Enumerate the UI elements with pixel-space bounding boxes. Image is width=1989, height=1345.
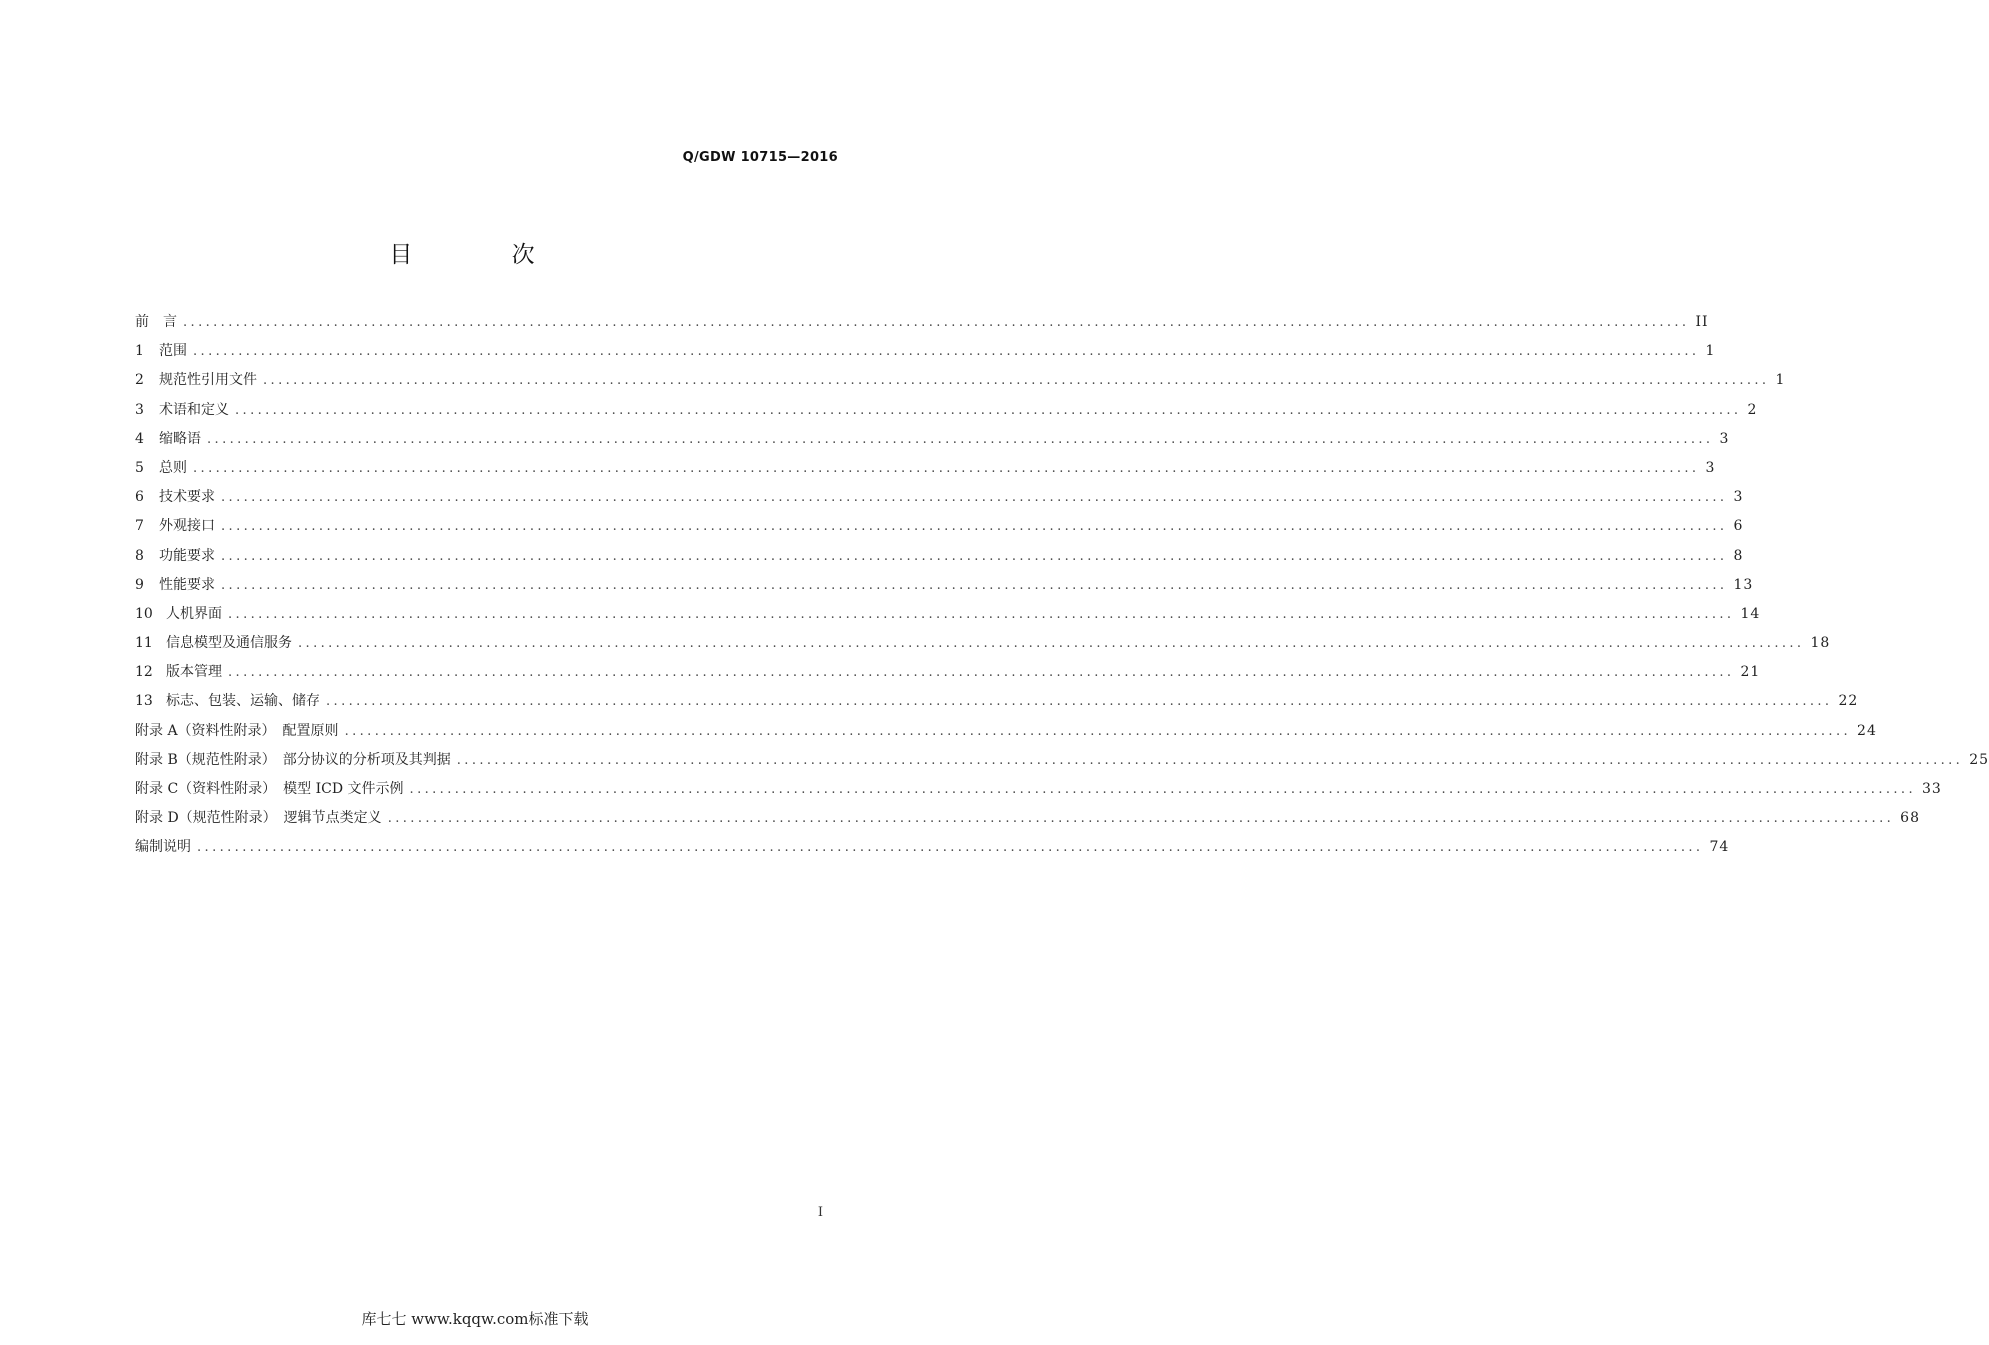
toc-dot-leader: ........................................................................................................................................................................................................ bbox=[263, 373, 1770, 389]
toc-entry-number: 7 bbox=[135, 518, 144, 535]
toc-entry-page: 22 bbox=[1838, 693, 1859, 710]
toc-entry[interactable] bbox=[135, 368, 1786, 397]
toc-entry-label: 前 言 bbox=[135, 314, 177, 330]
toc-entry-label: 缩略语 bbox=[159, 430, 201, 447]
toc-entry[interactable] bbox=[135, 544, 1744, 573]
toc-entry-label: 编制说明 bbox=[135, 839, 191, 856]
toc-dot-leader: ........................................................................................................................................................................................................ bbox=[409, 782, 1916, 797]
toc-dot-leader: ........................................................................................................................................................................................................ bbox=[221, 490, 1728, 506]
toc-entry[interactable] bbox=[135, 310, 1709, 339]
toc-entry[interactable] bbox=[135, 485, 1744, 514]
toc-entry-label: 技术要求 bbox=[159, 489, 215, 506]
toc-dot-leader: ........................................................................................................................................................................................................ bbox=[387, 811, 1895, 827]
toc-entry[interactable] bbox=[135, 748, 1989, 777]
toc-dot-leader: ........................................................................................................................................................................................................ bbox=[228, 665, 1735, 681]
toc-entry-label: 附录 C（资料性附录） 模型 ICD 文件示例 bbox=[135, 781, 404, 797]
toc-entry[interactable] bbox=[135, 573, 1754, 602]
page-number: I bbox=[817, 1205, 823, 1220]
toc-entry-number: 9 bbox=[135, 576, 144, 593]
toc-entry-number: 12 bbox=[135, 664, 153, 681]
toc-dot-leader: ........................................................................................................................................................................................................ bbox=[326, 694, 1833, 710]
toc-entry-page: 74 bbox=[1709, 839, 1730, 856]
toc-entry-label: 标志、包装、运输、储存 bbox=[166, 693, 320, 710]
toc-entry-label: 人机界面 bbox=[166, 605, 222, 622]
toc-entry-page: 14 bbox=[1740, 605, 1761, 622]
toc-entry-label: 规范性引用文件 bbox=[159, 372, 257, 389]
toc-dot-leader: ........................................................................................................................................................................................................ bbox=[344, 723, 1852, 739]
toc-entry-page: 13 bbox=[1733, 576, 1754, 593]
toc-entry-label: 外观接口 bbox=[159, 518, 215, 535]
toc-entry-page: II bbox=[1695, 314, 1709, 330]
footer-watermark-text: 库七七 www.kqqw.com标准下载 bbox=[361, 1310, 589, 1328]
toc-dot-leader: ........................................................................................................................................................................................................ bbox=[207, 431, 1714, 447]
toc-entry-number: 1 bbox=[135, 343, 144, 360]
toc-dot-leader: ........................................................................................................................................................................................................ bbox=[221, 577, 1728, 593]
toc-entry[interactable] bbox=[135, 777, 1942, 806]
toc-entry-number: 5 bbox=[135, 459, 144, 476]
toc-entry-page: 18 bbox=[1810, 635, 1831, 652]
toc-entry-page: 1 bbox=[1775, 372, 1786, 389]
toc-dot-leader: ........................................................................................................................................................................................................ bbox=[193, 460, 1700, 476]
toc-entry-page: 25 bbox=[1969, 751, 1989, 768]
toc-entry-label: 附录 D（规范性附录） 逻辑节点类定义 bbox=[135, 810, 382, 827]
toc-entry-label: 版本管理 bbox=[166, 664, 222, 681]
toc-dot-leader: ........................................................................................................................................................................................................ bbox=[197, 840, 1704, 856]
toc-entry-number: 13 bbox=[135, 693, 153, 710]
toc-dot-leader: ........................................................................................................................................................................................................ bbox=[221, 548, 1728, 564]
toc-entry[interactable] bbox=[135, 339, 1716, 368]
toc-entry-page: 3 bbox=[1733, 489, 1744, 506]
toc-entry-number: 10 bbox=[135, 605, 153, 622]
toc-entry-label: 术语和定义 bbox=[159, 401, 229, 418]
toc-entry-label: 附录 A（资料性附录） 配置原则 bbox=[135, 722, 339, 739]
toc-entry-number: 3 bbox=[135, 401, 144, 418]
toc-dot-leader: ........................................................................................................................................................................................................ bbox=[456, 752, 1964, 768]
toc-entry-page: 6 bbox=[1733, 518, 1744, 535]
toc-entry-page: 24 bbox=[1857, 722, 1877, 739]
toc-entry[interactable] bbox=[135, 689, 1859, 718]
toc-entry-label: 性能要求 bbox=[159, 576, 215, 593]
toc-entry-page: 1 bbox=[1705, 343, 1716, 360]
toc-entry[interactable] bbox=[135, 514, 1744, 543]
toc-entry-page: 2 bbox=[1747, 401, 1758, 418]
standard-code: Q/GDW 10715—2016 bbox=[682, 150, 838, 165]
toc-dot-leader: ........................................................................................................................................................................................................ bbox=[221, 519, 1728, 535]
toc-entry-page: 3 bbox=[1719, 430, 1730, 447]
toc-entry-page: 68 bbox=[1900, 810, 1920, 827]
toc-entry-page: 8 bbox=[1733, 547, 1744, 564]
toc-entry[interactable] bbox=[135, 456, 1716, 485]
toc-entry-label: 信息模型及通信服务 bbox=[166, 635, 292, 652]
toc-entry[interactable] bbox=[135, 806, 1920, 835]
toc-entry[interactable] bbox=[135, 835, 1730, 864]
toc-dot-leader: ........................................................................................................................................................................................................ bbox=[298, 636, 1805, 652]
page-title: 目 次 bbox=[389, 242, 581, 268]
toc-entry-label: 功能要求 bbox=[159, 547, 215, 564]
toc-dot-leader: ........................................................................................................................................................................................................ bbox=[193, 344, 1700, 360]
toc-entry-number: 11 bbox=[135, 635, 153, 652]
toc-entry-page: 21 bbox=[1740, 664, 1761, 681]
toc-entry[interactable] bbox=[135, 631, 1831, 660]
toc-dot-leader: ........................................................................................................................................................................................................ bbox=[183, 315, 1690, 330]
toc-entry-number: 6 bbox=[135, 489, 144, 506]
toc-entry-label: 范围 bbox=[159, 343, 187, 360]
toc-entry[interactable] bbox=[135, 719, 1877, 748]
toc-entry-label: 附录 B（规范性附录） 部分协议的分析项及其判据 bbox=[135, 751, 451, 768]
toc-entry[interactable] bbox=[135, 427, 1730, 456]
toc-entry-number: 4 bbox=[135, 430, 144, 447]
toc-entry-label: 总则 bbox=[159, 459, 187, 476]
toc-entry[interactable] bbox=[135, 660, 1761, 689]
toc-entry[interactable] bbox=[135, 398, 1758, 427]
toc-entry-page: 33 bbox=[1922, 781, 1942, 797]
toc-entry[interactable] bbox=[135, 602, 1761, 631]
toc-entry-number: 8 bbox=[135, 547, 144, 564]
toc-entry-page: 3 bbox=[1705, 459, 1716, 476]
table-of-contents bbox=[135, 310, 1989, 865]
toc-entry-number: 2 bbox=[135, 372, 144, 389]
toc-dot-leader: ........................................................................................................................................................................................................ bbox=[228, 606, 1735, 622]
toc-dot-leader: ........................................................................................................................................................................................................ bbox=[235, 402, 1742, 418]
